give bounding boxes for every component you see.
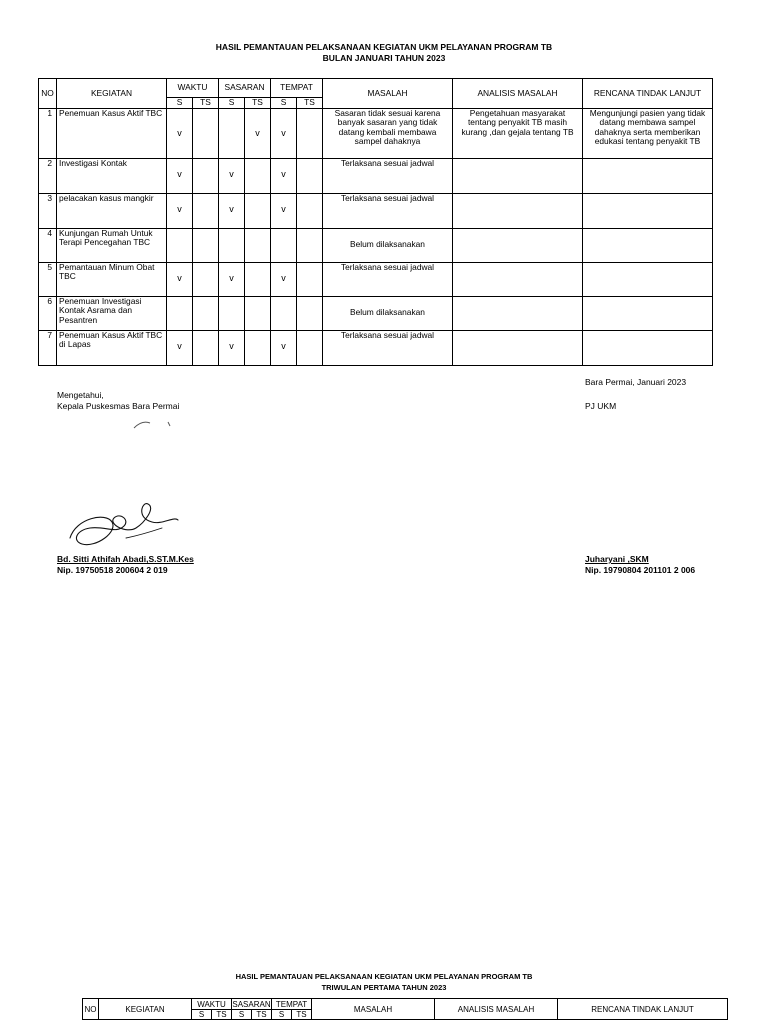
header-waktu-ts: TS — [193, 98, 219, 109]
table-row — [39, 228, 713, 262]
check-mark: v — [281, 127, 286, 138]
row-masalah: Terlaksana sesuai jadwal — [323, 262, 453, 296]
row-analisis — [453, 262, 583, 296]
head-name: Bd. Sitti Athifah Abadi,S.ST.M.Kes — [57, 554, 194, 564]
row-rencana — [583, 296, 713, 330]
row-rencana — [583, 228, 713, 262]
check-mark: v — [177, 203, 182, 214]
row-masalah: Terlaksana sesuai jadwal — [323, 193, 453, 228]
row-kegiatan: Penemuan Kasus Aktif TBC di Lapas — [57, 330, 167, 365]
place-date: Bara Permai, Januari 2023 — [585, 377, 687, 387]
header-analisis: ANALISIS MASALAH — [453, 79, 583, 109]
row-rencana — [583, 330, 713, 365]
monitoring-table — [38, 78, 713, 366]
header-sasaran-ts: TS — [245, 98, 271, 109]
header-waktu: WAKTU — [167, 79, 219, 98]
row-masalah: Sasaran tidak sesuai karena banyak sasaran yang tidak datang kembali membawa sampel dahaknya — [323, 108, 453, 158]
check-mark: v — [281, 203, 286, 214]
check-mark: v — [177, 168, 182, 179]
row-kegiatan: Investigasi Kontak — [57, 158, 167, 193]
row-no: 5 — [39, 262, 57, 296]
row-no: 1 — [39, 108, 57, 158]
check-mark: v — [281, 340, 286, 351]
check-mark: v — [177, 272, 182, 283]
header-tempat-s: S — [271, 98, 297, 109]
row-rencana — [583, 262, 713, 296]
row-analisis: Pengetahuan masyarakat tentang penyakit TB masih kurang ,dan gejala tentang TB — [453, 108, 583, 158]
row-kegiatan: pelacakan kasus mangkir — [57, 193, 167, 228]
pj-nip: Nip. 19790804 201101 2 006 — [585, 565, 696, 575]
check-mark: v — [229, 272, 234, 283]
monitoring-table-2 — [82, 998, 728, 1020]
header-sasaran: SASARAN — [219, 79, 271, 98]
header-kegiatan: KEGIATAN — [57, 79, 167, 109]
row-no: 6 — [39, 296, 57, 330]
row-analisis — [453, 228, 583, 262]
header-sasaran: SASARAN — [232, 999, 271, 1009]
row-analisis — [453, 158, 583, 193]
table-row — [39, 108, 713, 158]
row-no: 7 — [39, 330, 57, 365]
table-row — [39, 330, 713, 365]
check-mark: v — [229, 203, 234, 214]
header-tempat-ts: TS — [292, 1010, 312, 1020]
row-masalah: Terlaksana sesuai jadwal — [323, 330, 453, 365]
header-waktu-s: S — [167, 98, 193, 109]
header-sasaran-ts: TS — [252, 1010, 272, 1020]
row-masalah: Belum dilaksanakan — [323, 228, 453, 262]
header-tempat-s: S — [272, 1010, 292, 1020]
stamp-fragment — [128, 418, 178, 430]
acknowledged-label: Mengetahui, — [57, 390, 104, 400]
row-kegiatan: Penemuan Investigasi Kontak Asrama dan Pesantren — [57, 296, 167, 330]
check-mark: v — [281, 168, 286, 179]
header-no: NO — [83, 999, 99, 1020]
check-mark: v — [281, 272, 286, 283]
row-masalah: Terlaksana sesuai jadwal — [323, 158, 453, 193]
row-analisis — [453, 193, 583, 228]
check-mark: v — [255, 127, 260, 138]
header-sasaran-s: S — [219, 98, 245, 109]
pj-ukm-label: PJ UKM — [585, 401, 617, 411]
header-sasaran-s: S — [232, 1010, 252, 1020]
table-row — [39, 193, 713, 228]
row-rencana: Mengunjungi pasien yang tidak datang membawa sampel dahaknya serta memberikan edukasi tentang penyakit TB — [583, 108, 713, 158]
head-nip: Nip. 19750518 200604 2 019 — [57, 565, 168, 575]
header-no: NO — [39, 79, 57, 109]
row-no: 3 — [39, 193, 57, 228]
row-kegiatan: Kunjungan Rumah Untuk Terapi Pencegahan TBC — [57, 228, 167, 262]
header-rencana: RENCANA TINDAK LANJUT — [558, 999, 728, 1020]
header-analisis: ANALISIS MASALAH — [435, 999, 558, 1020]
head-title: Kepala Puskesmas Bara Permai — [57, 401, 180, 411]
table-row — [39, 158, 713, 193]
row-masalah: Belum dilaksanakan — [323, 296, 453, 330]
row-no: 4 — [39, 228, 57, 262]
row-rencana — [583, 158, 713, 193]
check-mark: v — [177, 127, 182, 138]
row-no: 2 — [39, 158, 57, 193]
header-waktu-ts: TS — [212, 1010, 232, 1020]
row-analisis — [453, 330, 583, 365]
check-mark: v — [229, 168, 234, 179]
check-mark: v — [177, 340, 182, 351]
check-mark: v — [229, 340, 234, 351]
header-rencana: RENCANA TINDAK LANJUT — [583, 79, 713, 109]
report-title: HASIL PEMANTAUAN PELAKSANAAN KEGIATAN UKM PELAYANAN PROGRAM TB — [215, 42, 553, 52]
row-kegiatan: Penemuan Kasus Aktif TBC — [57, 108, 167, 158]
header-tempat-ts: TS — [297, 98, 323, 109]
header-masalah: MASALAH — [312, 999, 435, 1020]
table-row — [39, 296, 713, 330]
report-subtitle: BULAN JANUARI TAHUN 2023 — [322, 53, 446, 63]
header-tempat: TEMPAT — [272, 999, 312, 1010]
row-analisis — [453, 296, 583, 330]
row-kegiatan: Pemantauan Minum Obat TBC — [57, 262, 167, 296]
header-kegiatan: KEGIATAN — [99, 999, 192, 1020]
report2-subtitle: TRIWULAN PERTAMA TAHUN 2023 — [321, 983, 447, 992]
header-masalah: MASALAH — [323, 79, 453, 109]
handwritten-signature — [66, 498, 184, 554]
header-waktu: WAKTU — [192, 999, 232, 1010]
report2-title: HASIL PEMANTAUAN PELAKSANAAN KEGIATAN UKM PELAYANAN PROGRAM TB — [235, 972, 533, 981]
row-rencana — [583, 193, 713, 228]
header-tempat: TEMPAT — [271, 79, 323, 98]
table-row — [39, 262, 713, 296]
pj-name: Juharyani ,SKM — [585, 554, 649, 564]
header-waktu-s: S — [192, 1010, 212, 1020]
